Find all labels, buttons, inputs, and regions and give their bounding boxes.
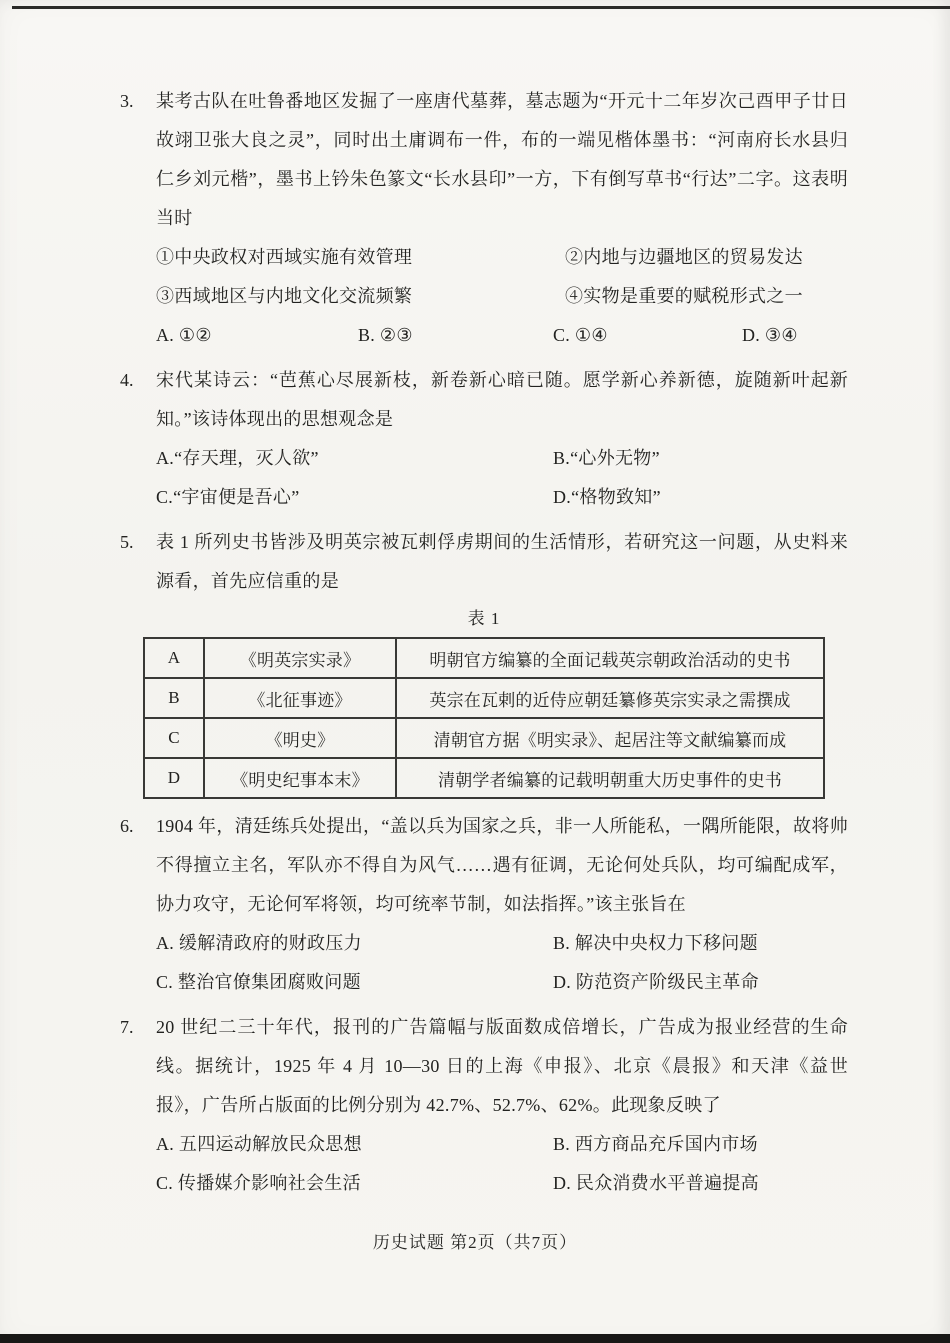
scan-edge-bottom — [0, 1334, 950, 1343]
option-a: A. 缓解清政府的财政压力 — [156, 933, 362, 953]
table-cell-title: 《明英宗实录》 — [204, 638, 396, 678]
option-d: D.“格物致知” — [553, 487, 661, 507]
option-list — [120, 1125, 848, 1203]
question-number: 6. — [120, 816, 134, 836]
option-b: B. 西方商品充斥国内市场 — [553, 1134, 758, 1154]
table-cell-letter: B — [144, 678, 204, 718]
question-head — [120, 361, 848, 439]
page-content — [120, 82, 848, 1209]
option-c: C. 整治官僚集团腐败问题 — [156, 972, 361, 992]
question-stem: 某考古队在吐鲁番地区发掘了一座唐代墓葬，墓志题为“开元十二年岁次己酉甲子廿日故翊卫张大良之灵”，同时出土庸调布一件，布的一端见楷体墨书：“河南府长水县归仁乡刘元楷”，墨书上钤朱色篆文“长水县印”一方，下有倒写草书“行达”二字。这表明当时 — [156, 91, 848, 228]
statement-item-1: ①中央政权对西域实施有效管理 — [156, 247, 413, 267]
question-number: 3. — [120, 91, 134, 111]
table-row-d — [144, 758, 824, 798]
table-row-c — [144, 718, 824, 758]
option-c: C. ①④ — [553, 325, 608, 345]
table-cell-letter: D — [144, 758, 204, 798]
question-number: 7. — [120, 1017, 134, 1037]
page-footer: 历史试题 第2页（共7页） — [372, 1233, 578, 1252]
statement-item-4: ④实物是重要的赋税形式之一 — [565, 286, 803, 306]
source-table — [143, 637, 825, 799]
question-head — [120, 82, 848, 238]
table-cell-letter: C — [144, 718, 204, 758]
question-stem: 表 1 所列史书皆涉及明英宗被瓦剌俘虏期间的生活情形，若研究这一问题，从史料来源看，首先应信重的是 — [156, 532, 848, 591]
table-cell-desc: 英宗在瓦剌的近侍应朝廷纂修英宗实录之需撰成 — [396, 678, 824, 718]
question-6 — [120, 807, 848, 1002]
table-cell-title: 《北征事迹》 — [204, 678, 396, 718]
question-head — [120, 807, 848, 924]
option-c: C. 传播媒介影响社会生活 — [156, 1173, 361, 1193]
option-b: B.“心外无物” — [553, 448, 660, 468]
question-head — [120, 523, 848, 601]
question-stem: 1904 年，清廷练兵处提出，“盖以兵为国家之兵，非一人所能私，一隅所能限，故将帅不得擅立主名，军队亦不得自为风气……遇有征调，无论何处兵队，均可编配成军，协力攻守，无论何军将领，均可统率节制，如法指挥。”该主张旨在 — [156, 816, 848, 914]
table-cell-title: 《明史纪事本末》 — [204, 758, 396, 798]
statement-item-2: ②内地与边疆地区的贸易发达 — [565, 247, 803, 267]
option-a: A. ①② — [156, 325, 212, 345]
question-stem: 20 世纪二三十年代，报刊的广告篇幅与版面数成倍增长，广告成为报业经营的生命线。据统计，1925 年 4 月 10—30 日的上海《申报》、北京《晨报》和天津《益世报》，广告所占版面的比例分别为 42.7%、52.7%、62%。此现象反映了 — [156, 1017, 848, 1115]
option-d: D. 民众消费水平普遍提高 — [553, 1173, 759, 1193]
table-row-b — [144, 678, 824, 718]
statement-item-3: ③西域地区与内地文化交流频繁 — [156, 286, 413, 306]
option-b: B. 解决中央权力下移问题 — [553, 933, 758, 953]
scan-edge-top — [12, 6, 950, 9]
option-list — [120, 439, 848, 517]
option-c: C.“宇宙便是吾心” — [156, 487, 300, 507]
table-cell-desc: 明朝官方编纂的全面记载英宗朝政治活动的史书 — [396, 638, 824, 678]
table-cell-letter: A — [144, 638, 204, 678]
option-list — [120, 316, 848, 355]
option-a: A.“存天理，灭人欲” — [156, 448, 319, 468]
table-row-a — [144, 638, 824, 678]
question-3 — [120, 82, 848, 355]
option-list — [120, 924, 848, 1002]
table-cell-desc: 清朝学者编纂的记载明朝重大历史事件的史书 — [396, 758, 824, 798]
question-head — [120, 1008, 848, 1125]
option-b: B. ②③ — [358, 325, 413, 345]
option-a: A. 五四运动解放民众思想 — [156, 1134, 362, 1154]
table-caption: 表 1 — [467, 609, 501, 628]
statement-list — [120, 238, 848, 316]
table-cell-desc: 清朝官方据《明实录》、起居注等文献编纂而成 — [396, 718, 824, 758]
option-d: D. 防范资产阶级民主革命 — [553, 972, 759, 992]
question-number: 4. — [120, 370, 134, 390]
question-7 — [120, 1008, 848, 1203]
question-5 — [120, 523, 848, 799]
option-d: D. ③④ — [742, 325, 798, 345]
question-number: 5. — [120, 532, 134, 552]
question-4 — [120, 361, 848, 517]
table-cell-title: 《明史》 — [204, 718, 396, 758]
question-stem: 宋代某诗云：“芭蕉心尽展新枝，新卷新心暗已随。愿学新心养新德，旋随新叶起新知。”该诗体现出的思想观念是 — [156, 370, 848, 429]
